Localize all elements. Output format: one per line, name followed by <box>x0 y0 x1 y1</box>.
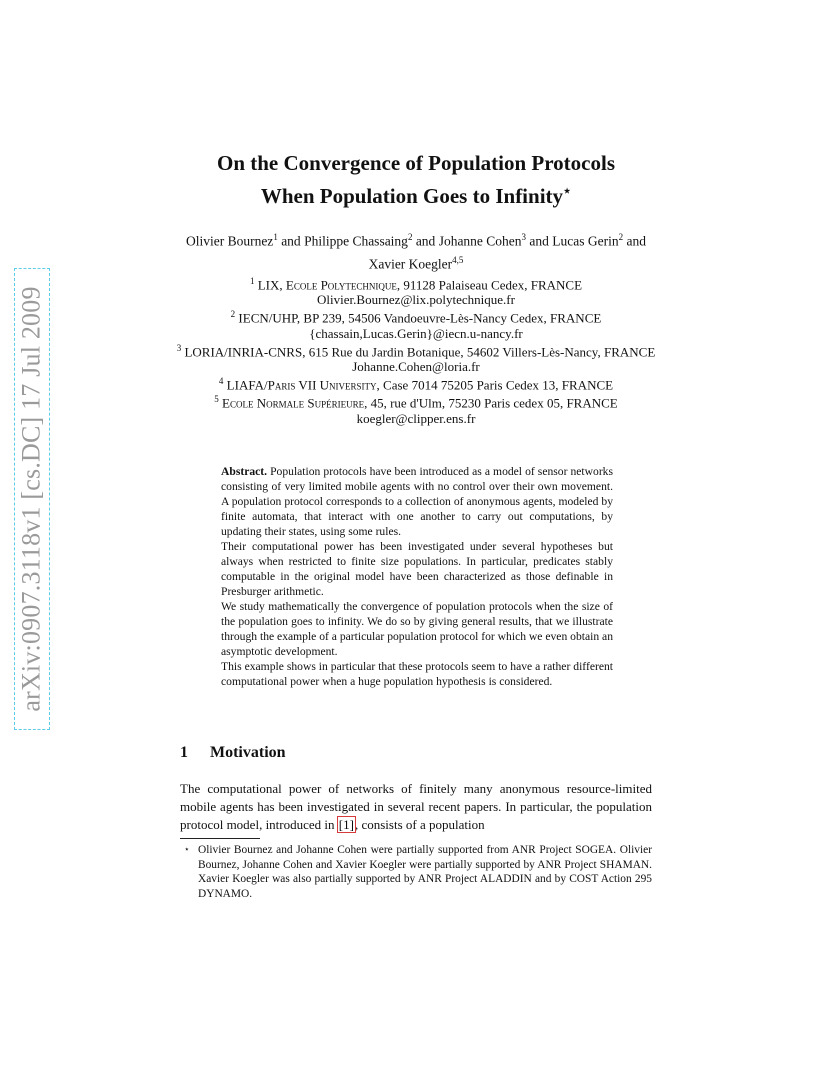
paper-title <box>150 150 682 210</box>
title-line-1: On the Convergence of Population Protocols <box>217 151 615 175</box>
affiliation-email: koegler@clipper.ens.fr <box>356 410 476 426</box>
affiliation-list <box>170 274 662 426</box>
abstract-paragraph: Their computational power has been investigated under several hypotheses but always when restricted to finite size populations. In particular, predicates stably computable in the original model have been characterized as those definable in Presburger arithmetic. <box>221 540 613 598</box>
author-separator: and <box>412 233 439 249</box>
affiliation-email: {chassain,Lucas.Gerin}@iecn.u-nancy.fr <box>309 325 523 341</box>
affiliation-number: 2 <box>230 309 236 320</box>
title-footnote-mark: ⋆ <box>563 183 572 198</box>
body-text-span: , consists of a population <box>354 817 485 832</box>
author-affil-mark: 2 <box>407 232 413 242</box>
section-heading <box>180 744 286 762</box>
abstract-keyword: Abstract. <box>221 465 268 478</box>
affiliation-email: Johanne.Cohen@loria.fr <box>352 358 480 374</box>
affiliation-text: , 45, rue d'Ulm, 75230 Paris cedex 05, FRANCE <box>364 395 618 411</box>
affiliation <box>170 341 662 359</box>
abstract-text: Population protocols have been introduced as a model of sensor networks consisting of very limited mobile agents with no control over their own movement. A population protocol corresponds to a collection of anonymous agents, modeled by finite automata, that interact with one another to carry out computations, by updating their states, using some rules. <box>221 465 613 538</box>
author-affil-mark: 4,5 <box>452 254 464 265</box>
affiliation-text: LIX, <box>254 277 286 293</box>
affiliation-text: LIAFA/ <box>223 377 268 393</box>
author-name: Xavier Koegler <box>368 256 453 271</box>
section-title: Motivation <box>210 744 286 761</box>
author-affil-mark: 2 <box>618 232 624 242</box>
author-separator: and <box>277 233 305 249</box>
affiliation <box>170 274 662 292</box>
affiliation-email: Olivier.Bournez@lix.polytechnique.fr <box>317 292 515 308</box>
author-affil-mark: 3 <box>521 232 527 242</box>
footnote-rule <box>180 838 260 839</box>
author-separator: and <box>526 233 553 249</box>
abstract-paragraph: This example shows in particular that these protocols seem to have a rather different computational power when a huge population hypothesis is considered. <box>221 660 613 688</box>
body-text <box>180 780 652 834</box>
author-list <box>170 228 662 273</box>
affiliation-text: IECN/UHP, BP 239, 54506 Vandoeuvre-Lès-Nancy Cedex, FRANCE <box>235 310 602 326</box>
title-line-2: When Population Goes to Infinity <box>260 184 564 208</box>
affiliation-text: , Case 7014 75205 Paris Cedex 13, FRANCE <box>376 377 614 393</box>
affiliation-number: 1 <box>249 276 255 286</box>
affiliation-number: 3 <box>176 342 182 353</box>
affiliation-number: 4 <box>218 375 224 386</box>
footnote-text: Olivier Bournez and Johanne Cohen were partially supported from ANR Project SOGEA. Olivier Bournez, Johanne Cohen and Xavier Koegler were partially supported by ANR Project SHAMAN. Xavier Koegler was also partially supported by ANR Project ALADDIN and by COST Action 295 DYNAMO. <box>198 844 652 900</box>
author-name: Philippe Chassaing <box>304 233 408 249</box>
arxiv-identifier: arXiv:0907.3118v1 [cs.DC] 17 Jul 2009 <box>17 286 47 712</box>
affiliation <box>170 374 662 392</box>
affiliation-text: , 91128 Palaiseau Cedex, FRANCE <box>396 277 583 293</box>
author-name: Olivier Bournez <box>185 233 274 249</box>
abstract-paragraph <box>221 464 613 539</box>
body-paragraph <box>180 780 652 834</box>
arxiv-side-stamp <box>14 268 50 730</box>
affiliation-institution: Ecole Normale Supérieure <box>222 395 365 411</box>
section-number: 1 <box>180 744 188 761</box>
affiliation-institution: Ecole Polytechnique <box>285 277 397 293</box>
affiliation <box>170 307 662 325</box>
author-affil-mark: 1 <box>273 232 278 242</box>
author-separator: and <box>623 233 647 249</box>
footnote <box>180 843 652 901</box>
footnote-mark: ⋆ <box>184 844 190 854</box>
author-name: Lucas Gerin <box>552 233 619 249</box>
affiliation-number: 5 <box>214 394 219 405</box>
affiliation-text: LORIA/INRIA-CNRS, 615 Rue du Jardin Botanique, 54602 Villers-Lès-Nancy, FRANCE <box>181 343 656 359</box>
citation-link[interactable]: [1] <box>338 817 354 832</box>
abstract-paragraph: We study mathematically the convergence of population protocols when the size of the population goes to infinity. We do so by giving general results, that we illustrate through the example of a particular population protocol for which we even obtain an asymptotic development. <box>221 600 613 658</box>
affiliation-institution: Paris VII University <box>267 377 377 393</box>
abstract <box>221 464 613 689</box>
author-name: Johanne Cohen <box>438 233 522 249</box>
affiliation <box>170 392 662 410</box>
body-text-span: The computational power of networks of finitely many anonymous resource-limited mobile agents has been investigated in several recent papers. In particular, the population protocol model, introduced in <box>180 781 652 832</box>
